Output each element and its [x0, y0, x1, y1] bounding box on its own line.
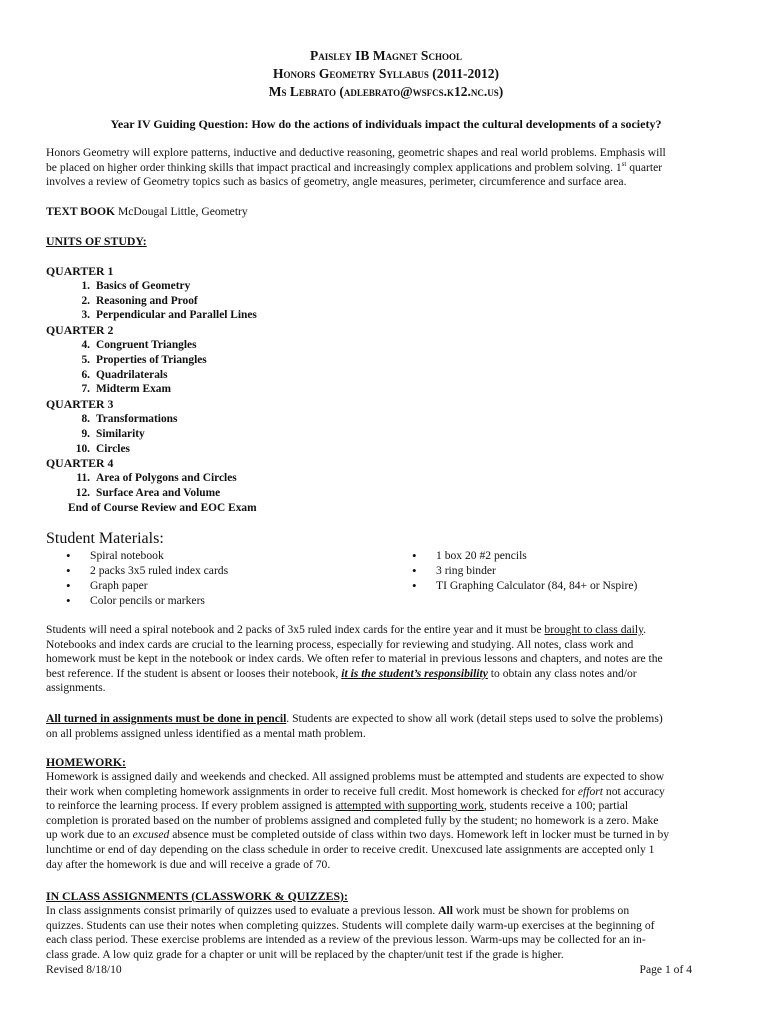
para-text: absence must be completed outside of class within two days. Homework left in locker must be turned in by	[169, 828, 670, 842]
para-line: assignments.	[46, 681, 106, 695]
material-item: • Spiral notebook	[46, 548, 376, 563]
intro-text: quarter	[626, 160, 663, 174]
para-line: class grade. A low quiz grade for a chapter or unit will be replaced by the chapter/unit test if the grade is higher.	[46, 947, 564, 961]
textbook-line	[46, 205, 726, 220]
homework-heading: HOMEWORK:	[46, 755, 126, 769]
unit-number: 8.	[81, 413, 90, 425]
unit-item	[68, 279, 190, 294]
material-item: • Color pencils or markers	[46, 593, 376, 608]
para-text: to obtain any class notes and/or	[487, 666, 637, 680]
notebook-paragraph	[46, 623, 726, 696]
para-line	[46, 904, 726, 919]
pencil-rule: All turned in assignments must be done in pencil	[46, 712, 287, 725]
unit-item	[68, 486, 220, 501]
quarter-1-label: QUARTER 1	[46, 264, 114, 278]
unit-number: 6.	[81, 369, 90, 381]
unit-name: Transformations	[96, 413, 178, 425]
intro-line: involves a review of Geometry topics such as basics of geometry, angle measures, perimeter, circumference and surface area.	[46, 175, 627, 189]
para-line	[46, 623, 726, 638]
textbook-value: McDougal Little, Geometry	[115, 205, 248, 218]
para-text: , students receive a 100; partial	[483, 799, 629, 813]
unit-item	[68, 427, 145, 442]
unit-number: 2.	[81, 295, 90, 307]
unit-item	[68, 294, 198, 309]
unit-name: Congruent Triangles	[96, 339, 197, 351]
unit-name: Basics of Geometry	[96, 280, 191, 292]
intro-text: be placed on higher order thinking skills that impact practical and increasingly complex applications and problem solving. 1	[46, 160, 622, 174]
page-number: Page 1 of 4	[639, 963, 692, 976]
unit-number: 1.	[81, 280, 90, 292]
para-line: homework must be kept in the notebook or index cards. We often refer to material in previous lessons and chapters, and notes are the	[46, 652, 663, 666]
para-line: completion is prorated based on the number of problems assigned and completed fully by the student; no homework is a zero. Make	[46, 813, 659, 827]
unit-name: Properties of Triangles	[96, 354, 207, 366]
emphasis-text: attempted with supporting work	[335, 799, 484, 813]
unit-item	[68, 382, 171, 397]
intro-paragraph	[46, 146, 726, 190]
para-line: lunchtime or end of day depending on the class schedule in order to receive credit. Unexcused late assignments are accepted only 1	[46, 842, 655, 856]
materials-list-left	[46, 548, 376, 608]
materials-title: Student Materials:	[46, 530, 164, 547]
teacher-contact: Ms Lebrato (adlebrato@wsfcs.k12.nc.us)	[268, 84, 504, 99]
material-item: • 1 box 20 #2 pencils	[392, 548, 722, 563]
material-item: • Graph paper	[46, 578, 376, 593]
unit-number: 10.	[75, 443, 90, 455]
unit-name: Surface Area and Volume	[96, 487, 221, 499]
guiding-question: Year IV Guiding Question: How do the actions of individuals impact the cultural developments of a society?	[110, 117, 662, 131]
school-name: Paisley IB Magnet School	[310, 48, 462, 63]
unit-item	[68, 308, 257, 323]
responsibility-emphasis: it is the student’s responsibility	[341, 666, 488, 680]
material-item: • TI Graphing Calculator (84, 84+ or Nspire)	[392, 578, 722, 593]
para-line: Notebooks and index cards are crucial to the learning process, especially for reviewing and studying. All notes, class work and	[46, 637, 634, 651]
para-line: day after the homework is due and will receive a grade of 70.	[46, 857, 331, 871]
para-text: best reference. If the student is absent or looses their notebook,	[46, 666, 342, 680]
unit-name: Similarity	[96, 428, 145, 440]
final-exam-item: End of Course Review and EOC Exam	[68, 502, 257, 514]
para-line	[46, 785, 726, 800]
para-text: not accuracy	[603, 784, 665, 798]
unit-name: Circles	[96, 443, 130, 455]
unit-item	[68, 412, 177, 427]
para-text: In class assignments consist primarily of quizzes used to evaluate a previous lesson.	[46, 904, 439, 917]
classwork-paragraph	[46, 904, 726, 962]
para-line	[46, 667, 726, 682]
unit-number: 12.	[75, 487, 90, 499]
unit-name: Quadrilaterals	[96, 369, 168, 381]
para-line: each class period. These exercise problems are intended as a review of the previous lesson. Warm-ups may be collected for an in-	[46, 933, 646, 947]
unit-name: Area of Polygons and Circles	[96, 472, 237, 484]
unit-item	[68, 471, 237, 486]
para-line	[46, 799, 726, 814]
course-title: Honors Geometry Syllabus (2011-2012)	[272, 66, 500, 81]
italic-text: effort	[577, 784, 604, 798]
para-line: on all problems assigned unless identified as a mental math problem.	[46, 726, 366, 740]
unit-number: 5.	[81, 354, 90, 366]
homework-paragraph	[46, 770, 726, 872]
unit-name: Perpendicular and Parallel Lines	[96, 309, 257, 321]
unit-number: 7.	[81, 383, 90, 395]
para-text: to reinforce the learning process. If every problem assigned is	[46, 799, 336, 813]
para-line	[46, 828, 726, 843]
italic-text: excused	[132, 828, 170, 842]
para-line: quizzes. Students can use their notes when completing quizzes. Students will complete daily warm-up exercises at the beginning of	[46, 918, 655, 932]
unit-name: Midterm Exam	[96, 383, 171, 395]
unit-number: 3.	[81, 309, 90, 321]
para-text: their work when completing homework assignments in order to receive full credit. Most homework is checked for	[46, 784, 578, 798]
ordinal-suffix: st	[621, 159, 627, 168]
page-footer	[46, 962, 692, 977]
unit-number: 4.	[81, 339, 90, 351]
pencil-paragraph	[46, 712, 726, 741]
quarter-4-label: QUARTER 4	[46, 456, 114, 470]
unit-number: 9.	[81, 428, 90, 440]
unit-number: 11.	[76, 472, 90, 484]
classwork-heading: IN CLASS ASSIGNMENTS (CLASSWORK & QUIZZES):	[46, 889, 348, 903]
revised-date: Revised 8/18/10	[46, 963, 122, 976]
para-text: work must be shown for problems on	[453, 904, 630, 917]
para-text: .	[643, 623, 647, 636]
textbook-label: TEXT BOOK	[46, 205, 116, 218]
quarter-3-label: QUARTER 3	[46, 397, 114, 411]
materials-list-right	[392, 548, 722, 593]
unit-item	[68, 338, 197, 353]
para-text: Students will need a spiral notebook and 2 packs of 3x5 ruled index cards for the entire year and it must be	[46, 623, 545, 636]
intro-line	[46, 161, 726, 176]
unit-item	[68, 442, 130, 457]
units-heading: UNITS OF STUDY:	[46, 234, 147, 248]
para-text: . Students are expected to show all work (detail steps used to solve the problems)	[286, 712, 663, 725]
bold-text: All	[438, 904, 453, 917]
para-line	[46, 712, 726, 727]
para-line: Homework is assigned daily and weekends and checked. All assigned problems must be attempted and students are expected to show	[46, 770, 665, 783]
para-text: up work due to an	[46, 828, 133, 842]
quarter-2-label: QUARTER 2	[46, 323, 114, 337]
emphasis-text: brought to class daily	[544, 623, 644, 636]
material-item: • 2 packs 3x5 ruled index cards	[46, 563, 376, 578]
material-item: • 3 ring binder	[392, 563, 722, 578]
unit-name: Reasoning and Proof	[96, 295, 198, 307]
intro-line: Honors Geometry will explore patterns, inductive and deductive reasoning, geometric shapes and real world problems. Emphasis will	[46, 146, 666, 159]
unit-item	[68, 353, 207, 368]
unit-item	[68, 368, 168, 383]
